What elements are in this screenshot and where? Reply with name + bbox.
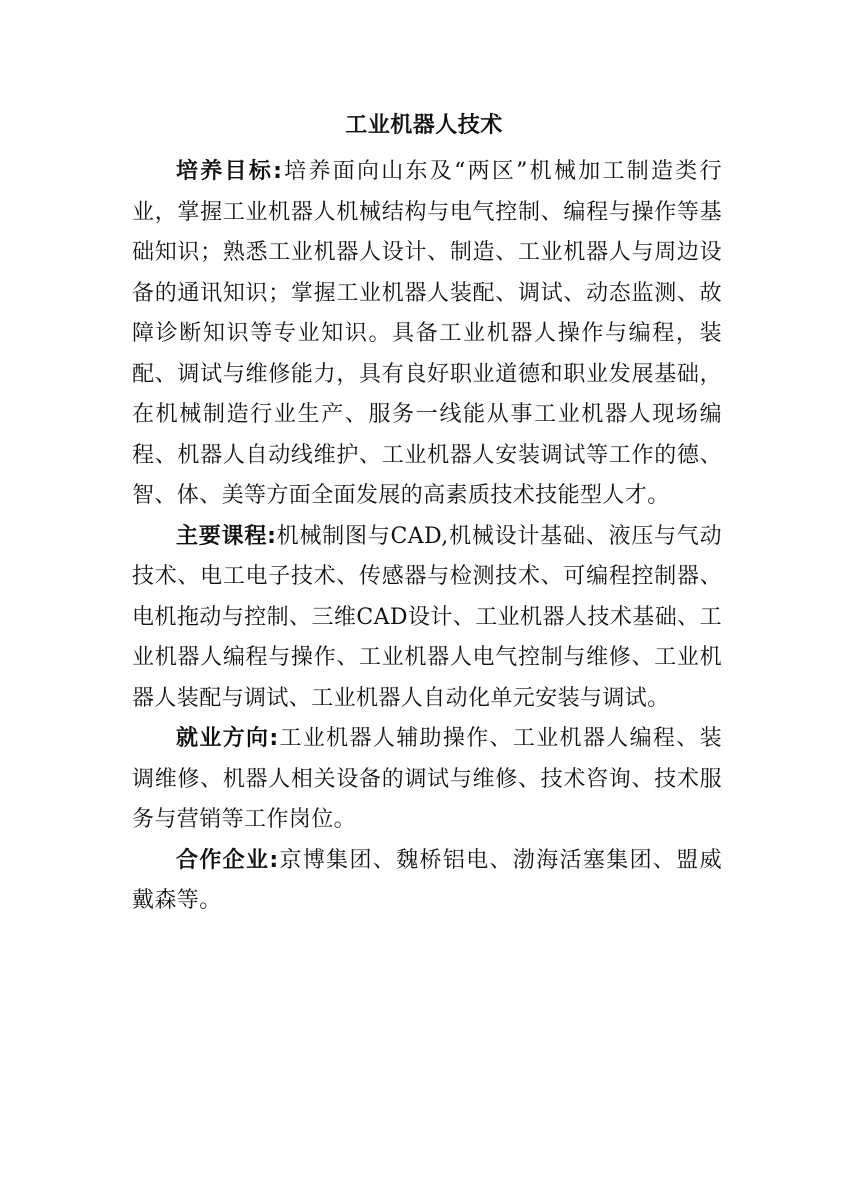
section-label: 主要课程: bbox=[176, 523, 277, 549]
section-label: 就业方向: bbox=[176, 726, 279, 751]
section-employment-direction bbox=[132, 719, 722, 841]
section-main-courses bbox=[132, 517, 722, 720]
document-title: 工业机器人技术 bbox=[345, 112, 503, 138]
section-text: 工业机器人辅助操作、工业机器人编程、装调维修、机器人相关设备的调试与维修、技术咨询、技术服务与营销等工作岗位。 bbox=[132, 726, 722, 832]
section-partner-companies bbox=[132, 841, 722, 922]
section-text: 机械制图与CAD,机械设计基础、液压与气动技术、电工电子技术、传感器与检测技术、可编程控制器、电机拖动与控制、三维CAD设计、工业机器人技术基础、工业机器人编程与操作、工业机器人电气控制与维修、工业机器人装配与调试、工业机器人自动化单元安装与调试。 bbox=[132, 523, 722, 711]
section-label: 培养目标: bbox=[176, 159, 283, 184]
section-text: 京博集团、魏桥铝电、渤海活塞集团、盟威戴森等。 bbox=[132, 847, 722, 913]
section-label: 合作企业: bbox=[176, 847, 279, 873]
section-training-objective bbox=[132, 152, 722, 517]
document-body bbox=[132, 152, 722, 922]
section-text: 培养面向山东及“两区”机械加工制造类行业，掌握工业机器人机械结构与电气控制、编程与操作等基础知识；熟悉工业机器人设计、制造、工业机器人与周边设备的通讯知识；掌握工业机器人装配、调试、动态监测、故障诊断知识等专业知识。具备工业机器人操作与编程，装配、调试与维修能力，具有良好职业道德和职业发展基础，在机械制造行业生产、服务一线能从事工业机器人现场编程、机器人自动线维护、工业机器人安装调试等工作的德、智、体、美等方面全面发展的高素质技术技能型人才。 bbox=[132, 159, 722, 508]
